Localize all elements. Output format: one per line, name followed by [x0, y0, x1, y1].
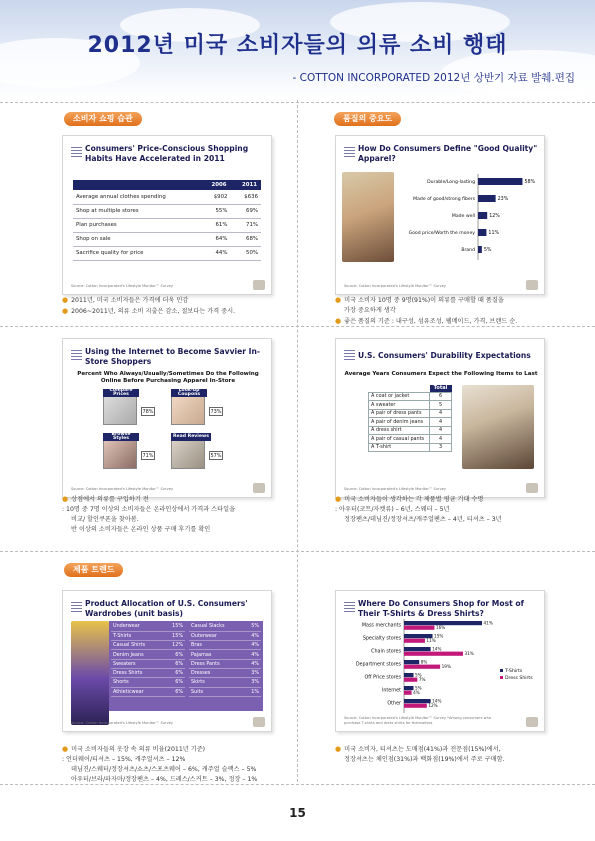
item-label: T-Shirts	[111, 631, 163, 640]
list-icon	[344, 147, 355, 157]
section-label-product-trend: 제품 트렌드	[64, 563, 123, 577]
category-label: Department stores	[355, 662, 401, 668]
note-durability: ● 미국 소비자들이 생각하는 각 제품별 평균 기대 수명 : 아우터(코트/자켓류) – 6년, 스웨터 – 5년 정장팬츠/데님진/정장셔츠/캐주얼팬츠 – 4년, 티셔츠 – 3년	[335, 494, 590, 525]
item-value: 5%	[244, 622, 261, 631]
item-label: Sweaters	[111, 659, 163, 668]
chart-bar	[404, 647, 431, 651]
cell-2011: $636	[230, 190, 261, 204]
lookup-coupons-image	[171, 395, 205, 425]
data-label: 58%	[524, 180, 536, 185]
cotton-logo	[253, 280, 265, 290]
chart-bar	[404, 660, 419, 664]
row-label: A pair of casual pants	[369, 435, 430, 444]
note-line: 2006~2011년, 의류 소비 지출은 감소, 절보다는 가격 중시.	[71, 308, 236, 315]
data-label: 7%	[418, 677, 426, 683]
chart-bar	[404, 665, 440, 669]
row-value: 4	[430, 426, 452, 435]
note-line: 미국 소비자들이 생각하는 각 제품별 평균 기대 수명	[344, 496, 484, 503]
note-shop-location: ● 미국 소비자, 티셔츠는 도매점(41%)과 전문점(15%)에서, 정장셔츠는 체인점(31%)과 백화점(19%)에서 주로 구매함.	[335, 744, 590, 765]
page-title: 2012년 미국 소비자들의 의류 소비 행태	[87, 33, 508, 58]
category-label: Internet	[381, 688, 401, 694]
chart-bar	[404, 639, 425, 643]
category-label: Specialty stores	[362, 636, 401, 642]
item-value: 6%	[163, 687, 185, 696]
item-label: Read Reviews	[171, 433, 211, 441]
item-label: Suits	[189, 687, 244, 696]
note-internet: ● 상점에서 의류를 구입하기 전 : 10명 중 7명 이상의 소비자들은 온라인상에서 가격과 스타일을 비교/ 할인쿠폰을 찾아봄. 반 이상의 소비자들은 온라인 상품 구매 후기를 확인	[62, 494, 292, 535]
item-value: 15%	[163, 622, 185, 631]
table-row	[73, 190, 261, 204]
row-label: Shop on sale	[73, 232, 200, 246]
card-good-quality	[335, 135, 545, 295]
list-icon	[71, 602, 82, 612]
cell-2011: 50%	[230, 246, 261, 260]
data-label: 5%	[483, 248, 492, 253]
note-line: 비교/ 할인쿠폰을 찾아봄.	[71, 516, 139, 523]
item-value: 4%	[244, 650, 261, 659]
list-item	[111, 668, 185, 677]
legend-label: T-Shirts	[505, 669, 523, 674]
category-label: Brand	[461, 248, 475, 253]
card-title: Using the Internet to Become Savvier In-Store Shoppers	[85, 347, 261, 366]
table-row	[73, 204, 261, 218]
table-row	[369, 443, 452, 452]
row-value: 6	[430, 392, 452, 401]
row-label: Plan purchases	[73, 218, 200, 232]
list-icon	[344, 350, 355, 360]
note-line: : 10명 중 7명 이상의 소비자들은 온라인상에서 가격과 스타일을	[62, 506, 236, 513]
cell-2011: 69%	[230, 204, 261, 218]
item-value: 3%	[244, 678, 261, 687]
cell-2006: 64%	[200, 232, 231, 246]
card-wardrobe-allocation	[62, 590, 272, 732]
category-label: Mass merchants	[361, 623, 401, 629]
table-row	[73, 232, 261, 246]
legend-swatch	[500, 669, 503, 672]
item-value: 1%	[244, 687, 261, 696]
category-label: Other	[387, 701, 401, 707]
chart-bar	[404, 678, 417, 682]
data-label: 12%	[428, 703, 438, 709]
list-item	[111, 650, 185, 659]
list-item	[111, 631, 185, 640]
note-line: 상점에서 의류를 구입하기 전	[71, 496, 149, 503]
data-label: 16%	[435, 625, 446, 631]
data-label: 23%	[497, 197, 509, 202]
card-internet-shoppers	[62, 338, 272, 498]
table-row	[369, 435, 452, 444]
card-price-conscious	[62, 135, 272, 295]
list-item	[189, 659, 261, 668]
woman-sitting-photo	[462, 385, 534, 469]
chart-bar	[404, 704, 427, 708]
note-line: 정장팬츠/데님진/정장셔츠/캐주얼팬츠 – 4년, 티셔츠 – 3년	[344, 516, 502, 523]
note-line: 좋은 품질의 기준 : 내구성, 섬유조성, 웰메이드, 가격, 브랜드 순.	[344, 318, 518, 325]
item-label: Shorts	[111, 678, 163, 687]
item-value: 6%	[163, 650, 185, 659]
list-icon	[344, 602, 355, 612]
table-row	[369, 401, 452, 410]
chart-bar	[404, 626, 434, 630]
chart-bar	[478, 229, 486, 236]
list-item	[189, 650, 261, 659]
item-label: Athleticwear	[111, 687, 163, 696]
item-value: 4%	[244, 641, 261, 650]
note-line: 미국 소비자들의 옷장 속 의류 비율(2011년 기준)	[71, 746, 206, 753]
category-label: Durable/Long-lasting	[427, 180, 475, 185]
item-label: Dress Shirts	[111, 668, 163, 677]
cell-2011: 68%	[230, 232, 261, 246]
row-label: Sacrifice quality for price	[73, 246, 200, 260]
row-value: 4	[430, 435, 452, 444]
item-value: 6%	[163, 678, 185, 687]
row-label: A pair of denim jeans	[369, 418, 430, 427]
item-value: 6%	[163, 668, 185, 677]
list-icon	[71, 350, 82, 360]
chart-bar	[404, 652, 463, 656]
table-row	[73, 218, 261, 232]
item-label: Dress Pants	[189, 659, 244, 668]
row-divider	[0, 102, 595, 103]
source-note: Source: Cotton Incorporated's Lifestyle Monitor™ Survey *Among consumers who purchase T-shirts and dress shirts for themselves	[344, 716, 492, 725]
card-title: How Do Consumers Define "Good Quality" Apparel?	[358, 144, 538, 163]
item-value: 3%	[244, 668, 261, 677]
card-durability	[335, 338, 545, 498]
table-header	[73, 180, 261, 190]
chart-bar	[404, 699, 431, 703]
cell-2011: 71%	[230, 218, 261, 232]
note-line: 반 이상의 소비자들은 온라인 상품 구매 후기를 확인	[71, 526, 211, 533]
read-reviews-image	[171, 439, 205, 469]
row-label: Shop at multiple stores	[73, 204, 200, 218]
page-subtitle: - COTTON INCORPORATED 2012년 상반기 자료 발췌.편집	[292, 72, 575, 84]
chart-bar	[404, 686, 414, 690]
cotton-logo	[526, 483, 538, 493]
card-title: Product Allocation of U.S. Consumers' Wardrobes (unit basis)	[85, 599, 248, 618]
list-item	[189, 622, 261, 631]
note-quality: ● 미국 소비자 10명 중 9명(91%)이 의류를 구매할 때 품질을 가장 중요하게 생각 ● 좋은 품질의 기준 : 내구성, 섬유조성, 웰메이드, 가격, 브랜드 순.	[335, 295, 590, 327]
item-label: Denim Jeans	[111, 650, 163, 659]
item-label: Dresses	[189, 668, 244, 677]
page-number: 15	[289, 806, 306, 820]
clothes-rack-photo	[71, 621, 109, 725]
data-label: 14%	[432, 698, 442, 704]
item-value: 78%	[142, 409, 154, 415]
item-label: Casual Slacks	[189, 622, 244, 631]
row-value: 4	[430, 418, 452, 427]
data-label: 31%	[464, 651, 474, 657]
data-label: 4%	[413, 690, 420, 696]
data-label: 19%	[441, 664, 451, 670]
row-value: 3	[430, 443, 452, 452]
list-item	[111, 678, 185, 687]
source-note: Source: Cotton Incorporated's Lifestyle Monitor™ Survey	[344, 284, 447, 288]
row-label: A sweater	[369, 401, 430, 410]
note-line: 2011년, 미국 소비자들은 가격에 더욱 민감	[71, 297, 189, 304]
card-subhead: Percent Who Always/Usually/Sometimes Do the Following Online Before Purchasing Apparel In-Store	[77, 371, 259, 384]
list-item	[189, 687, 261, 696]
card-shop-location	[335, 590, 545, 732]
data-label: 11%	[426, 638, 436, 644]
table-row	[369, 409, 452, 418]
note-line: 미국 소비자, 티셔츠는 도매점(41%)과 전문점(15%)에서,	[344, 746, 501, 753]
note-shopping-habits: ● 2011년, 미국 소비자들은 가격에 더욱 민감 ● 2006~2011년, 의류 소비 지출은 감소, 절보다는 가격 중시.	[62, 296, 236, 315]
row-value: 4	[430, 409, 452, 418]
section-label-shopping: 소비자 쇼핑 습관	[64, 112, 142, 126]
list-item	[111, 659, 185, 668]
table-row	[369, 418, 452, 427]
shopping-habits-table	[73, 180, 261, 261]
note-line: : 아우터(코트/자켓류) – 6년, 스웨터 – 5년	[335, 506, 450, 513]
note-line: 아우터/브라/파자마/정장팬츠 – 4%, 드레스/스커트 – 3%, 정장 – 1%	[71, 776, 258, 783]
row-label: A dress shirt	[369, 426, 430, 435]
source-note: Source: Cotton Incorporated's Lifestyle Monitor™ Survey	[71, 284, 174, 288]
data-label: 41%	[483, 620, 493, 626]
chart-bar	[478, 178, 522, 185]
table-row	[73, 246, 261, 260]
list-item	[111, 687, 185, 696]
row-label: A T-shirt	[369, 443, 430, 452]
category-label: Good price/Worth the money	[408, 231, 475, 236]
table-row	[369, 392, 452, 401]
item-label: Browse Styles	[103, 433, 139, 441]
item-value: 6%	[163, 659, 185, 668]
cell-2006: 44%	[200, 246, 231, 260]
item-value: 12%	[163, 641, 185, 650]
cell-2006: 61%	[200, 218, 231, 232]
card-title: Where Do Consumers Shop for Most of Their T-Shirts & Dress Shirts?	[358, 599, 524, 618]
item-label: Look-up Coupons	[171, 389, 207, 397]
category-label: Chain stores	[371, 649, 401, 655]
chart-bar	[478, 195, 496, 202]
chart-bar	[404, 691, 412, 695]
item-value: 4%	[244, 631, 261, 640]
chart-bar	[404, 673, 414, 677]
note-line: 미국 소비자 10명 중 9명(91%)이 의류를 구매할 때 품질을	[344, 297, 504, 304]
data-label: 12%	[489, 214, 500, 219]
item-label: Skirts	[189, 678, 244, 687]
source-note: Source: Cotton Incorporated's Lifestyle Monitor™ Survey	[71, 721, 174, 725]
card-title: Consumers' Price-Conscious Shopping Habits Have Accelerated in 2011	[85, 144, 249, 163]
legend-label: Dress Shirts	[505, 676, 533, 681]
item-label: Outerwear	[189, 631, 244, 640]
category-label: Made well	[451, 214, 475, 219]
chart-bar	[478, 246, 482, 253]
cotton-logo	[526, 717, 538, 727]
item-label: Casual Shirts	[111, 641, 163, 650]
list-item	[189, 678, 261, 687]
compare-prices-image	[103, 395, 137, 425]
chart-bar	[478, 212, 487, 219]
shop-location-bar-chart	[340, 619, 542, 719]
item-value: 71%	[142, 453, 154, 459]
category-label: Made of good/strong fibers	[413, 197, 475, 202]
cotton-logo	[253, 483, 265, 493]
note-line: 데님진/스웨터/정장셔츠/쇼츠/스포츠웨어 – 6%, 캐주얼 슬랙스 – 5%	[71, 766, 257, 773]
column-header: Total	[430, 385, 452, 392]
card-subhead: Average Years Consumers Expect the Following Items to Last	[344, 371, 538, 377]
data-label: 15%	[434, 633, 444, 639]
row-label: A pair of dress pants	[369, 409, 430, 418]
column-header	[73, 180, 200, 190]
row-label: Average annual clothes spending	[73, 190, 200, 204]
cotton-logo	[526, 280, 538, 290]
item-value: 15%	[163, 631, 185, 640]
row-label: A coat or jacket	[369, 392, 430, 401]
row-value: 5	[430, 401, 452, 410]
note-line: : 언더웨어/티셔츠 – 15%, 캐주얼셔츠 – 12%	[62, 756, 186, 763]
data-label: 5%	[415, 672, 422, 678]
table-header	[369, 385, 452, 392]
list-item	[189, 631, 261, 640]
cell-2006: $902	[200, 190, 231, 204]
item-label: Compare Prices	[103, 389, 139, 397]
item-value: 57%	[210, 453, 222, 459]
card-title: U.S. Consumers' Durability Expectations	[358, 351, 531, 360]
data-label: 14%	[432, 646, 442, 652]
item-label: Pajamas	[189, 650, 244, 659]
source-note: Source: Cotton Incorporated's Lifestyle Monitor™ Survey	[71, 487, 174, 491]
note-line: 가장 중요하게 생각	[344, 307, 396, 314]
page-header	[0, 0, 595, 98]
data-label: 8%	[420, 659, 428, 665]
note-wardrobe: ● 미국 소비자들의 옷장 속 의류 비율(2011년 기준) : 언더웨어/티셔츠 – 15%, 캐주얼셔츠 – 12% 데님진/스웨터/정장셔츠/쇼츠/스포츠웨어 – 6%, 캐주얼 슬랙스 – 5% 아우터/브라/파자마/정장팬츠 – 4%, 드레스/스커트 – 3%, 정장 – 1%	[62, 744, 294, 785]
list-icon	[71, 147, 82, 157]
category-label: Off Price stores	[364, 675, 401, 681]
list-item	[189, 641, 261, 650]
row-divider	[0, 551, 595, 552]
list-item	[189, 668, 261, 677]
note-line: 정장셔츠는 체인점(31%)과 백화점(19%)에서 주로 구매함.	[344, 756, 505, 763]
quality-bar-chart	[396, 172, 542, 262]
allocation-list-right	[189, 622, 261, 697]
data-label: 5%	[415, 685, 422, 691]
item-label: Bras	[189, 641, 244, 650]
cotton-logo	[253, 717, 265, 727]
item-value: 4%	[244, 659, 261, 668]
browse-styles-image	[103, 439, 137, 469]
shopping-women-photo	[342, 172, 394, 262]
section-label-quality: 품질의 중요도	[334, 112, 401, 126]
column-header: 2006	[200, 180, 231, 190]
item-label: Underwear	[111, 622, 163, 631]
column-header: 2011	[230, 180, 261, 190]
legend-swatch	[500, 676, 503, 679]
source-note: Source: Cotton Incorporated's Lifestyle Monitor™ Survey	[344, 487, 447, 491]
table-row	[369, 426, 452, 435]
column-divider	[297, 100, 298, 782]
data-label: 11%	[488, 231, 500, 236]
allocation-list-left	[111, 622, 185, 697]
cell-2006: 55%	[200, 204, 231, 218]
item-value: 73%	[210, 409, 222, 415]
list-item	[111, 641, 185, 650]
list-item	[111, 622, 185, 631]
allocation-panel	[109, 621, 263, 711]
durability-table	[368, 385, 452, 452]
